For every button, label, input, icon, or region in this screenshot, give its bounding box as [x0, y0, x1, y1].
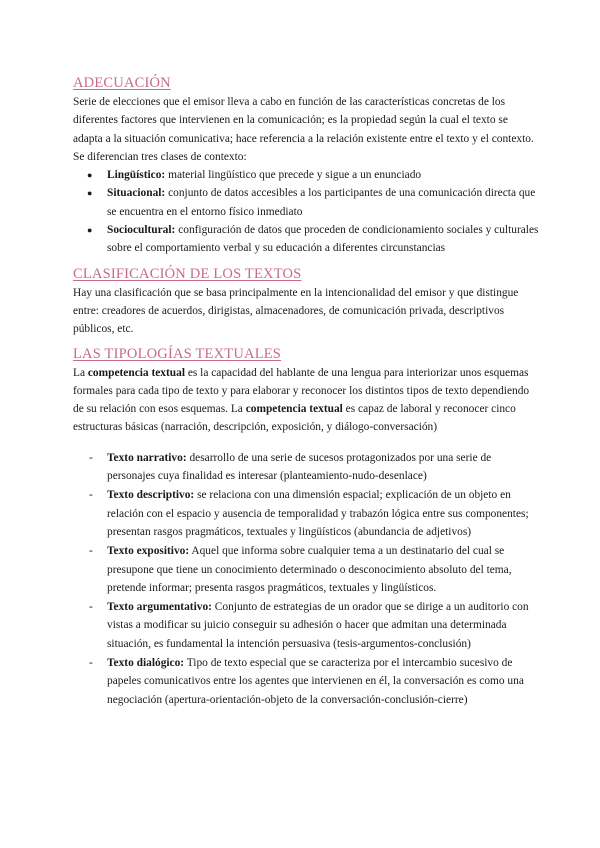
- definition: conjunto de datos accesibles a los participantes de una comunicación directa que se encuentra en el entorno físico inmediato: [107, 187, 536, 218]
- term: Lingüístico:: [107, 169, 166, 182]
- context-list: [73, 166, 540, 257]
- list-item: [89, 542, 540, 597]
- definition: se relaciona con una dimensión espacial; explicación de un objeto en relación con el espacio y ausencia de temporalidad y trabazón lógica entre sus componentes; presentan rasgos pragmáticos, textuales y lingüísticos (abundancia de adjetivos): [107, 489, 529, 538]
- section-clasificacion: [73, 265, 540, 339]
- heading-adecuacion: ADECUACIÓN: [73, 75, 171, 91]
- dash-icon: -: [89, 489, 93, 502]
- text-types-list: [73, 449, 540, 709]
- term: competencia textual: [87, 366, 185, 379]
- bullet-icon: ●: [87, 188, 93, 199]
- list-item: [89, 598, 540, 653]
- term: Texto narrativo:: [107, 451, 187, 464]
- dash-icon: -: [89, 451, 93, 464]
- term: competencia textual: [245, 403, 343, 416]
- dash-icon: -: [89, 601, 93, 614]
- definition: material lingüístico que precede y sigue a un enunciado: [165, 169, 422, 182]
- list-item: [89, 654, 540, 709]
- list-item: [87, 166, 540, 184]
- bullet-icon: ●: [87, 225, 93, 236]
- heading-tipologias: LAS TIPOLOGÍAS TEXTUALES: [73, 345, 282, 362]
- term: Texto argumentativo:: [107, 601, 212, 614]
- heading-clasificacion: CLASIFICACIÓN DE LOS TEXTOS: [73, 265, 302, 282]
- definition: Tipo de texto especial que se caracteriza por el intercambio sucesivo de papeles comunicativos entre los agentes que intervienen en él, la conversación es como una negociación (apertura-orientación-objeto de la conversación-conclusión-cierre): [107, 657, 524, 706]
- dash-icon: -: [89, 657, 93, 670]
- definition: configuración de datos que proceden de condicionamiento sociales y culturales sobre el comportamiento verbal y su educación a diferentes circunstancias: [107, 224, 539, 255]
- list-item: [89, 486, 540, 541]
- term: Situacional:: [107, 187, 166, 200]
- dash-icon: -: [89, 545, 93, 558]
- bullet-icon: ●: [87, 170, 93, 181]
- paragraph-tipologias: La competencia textual es la capacidad del hablante de una lengua para interiorizar unos esquemas formales para cada tipo de texto y para elaborar y reconocer los distintos tipos de texto dependiendo de su relación con esos esquemas. La competencia textual es capaz de laboral y reconocer cinco estructuras básicas (narración, descripción, exposición, y diálogo-conversación): [73, 366, 530, 434]
- term: Texto expositivo:: [107, 545, 190, 558]
- definition: Conjunto de estrategias de un orador que se dirige a un auditorio con vistas a modificar su juicio conseguir su adhesión o hacer que admitan una determinada situación, es fundamental la intención persuasiva (tesis-argumentos-conclusión): [107, 601, 529, 650]
- paragraph-adecuacion-intro: Serie de elecciones que el emisor lleva a cabo en función de las características concretas de los diferentes factores que intervienen en la comunicación; es la propiedad según la cual el texto se adapta a la situación comunicativa; hace referencia a la relación existente entre el texto y el contexto. Se diferencian tres clases de contexto:: [73, 96, 534, 163]
- definition: desarrollo de una serie de sucesos protagonizados por una serie de personajes cuya finalidad es interesar (planteamiento-nudo-desenlace): [107, 451, 492, 483]
- section-tipologias: [73, 345, 540, 709]
- term: Texto dialógico:: [107, 657, 185, 670]
- section-adecuacion: [73, 74, 540, 258]
- list-item: [89, 449, 540, 486]
- definition: Aquel que informa sobre cualquier tema a un destinatario del cual se presupone que tiene un conocimiento determinado o desconocimiento absoluto del tema, pretende informar; presenta rasgos pragmáticos, textuales y lingüísticos.: [107, 545, 512, 594]
- term: Sociocultural:: [107, 224, 176, 237]
- list-item: [87, 221, 540, 258]
- paragraph-clasificacion: Hay una clasificación que se basa principalmente en la intencionalidad del emisor y que distingue entre: creadores de acuerdos, dirigistas, almacenadores, de comunicación privada, descriptivos públicos, etc.: [73, 286, 519, 336]
- list-item: [87, 184, 540, 221]
- term: Texto descriptivo:: [107, 489, 195, 502]
